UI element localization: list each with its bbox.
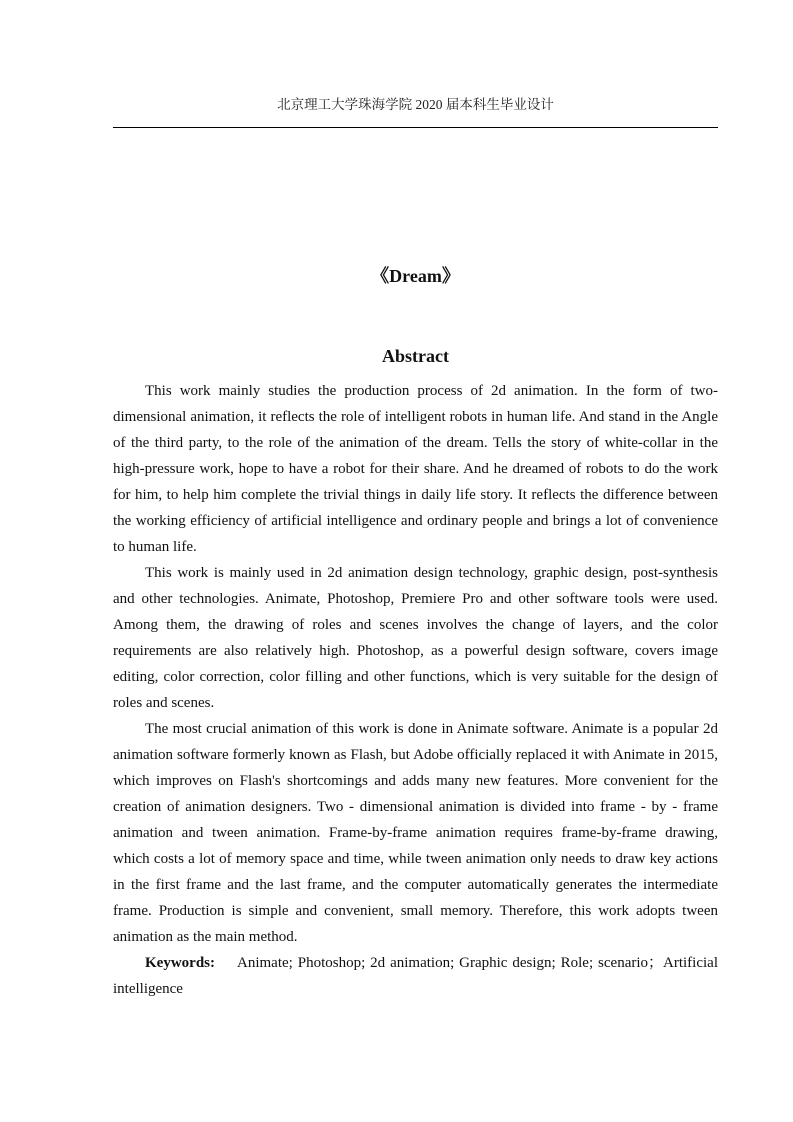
document-title: 《Dream》 bbox=[371, 266, 460, 286]
running-header: 北京理工大学珠海学院 2020 届本科生毕业设计 bbox=[277, 97, 554, 112]
keywords-line bbox=[113, 950, 718, 1002]
abstract-body bbox=[113, 378, 718, 1002]
abstract-paragraph: This work is mainly used in 2d animation design technology, graphic design, post-synthesis and other technologies. Animate, Photoshop, Premiere Pro and other software tools were used. Among them, the drawing of roles and scenes involves the change of layers, and the color requirements are also relatively high. Photoshop, as a powerful design software, covers image editing, color correction, color filling and other functions, which is very suitable for the design of roles and scenes. bbox=[113, 565, 718, 711]
abstract-paragraph: This work mainly studies the production process of 2d animation. In the form of two-dimensional animation, it reflects the role of intelligent robots in human life. And stand in the Angle of the third party, to the role of the animation of the dream. Tells the story of white-collar in the high-pressure work, hope to have a robot for their share. And he dreamed of robots to do the work for him, to help him complete the trivial things in daily life story. It reflects the difference between the working efficiency of artificial intelligence and ordinary people and brings a lot of convenience to human life. bbox=[113, 383, 718, 555]
header-divider bbox=[113, 127, 718, 128]
keywords-label: Keywords: bbox=[145, 955, 215, 971]
abstract-paragraph: The most crucial animation of this work is done in Animate software. Animate is a popular 2d animation software formerly known as Flash, but Adobe officially replaced it with Animate in 2015, which improves on Flash's shortcomings and adds many new features. More convenient for the creation of animation designers. Two - dimensional animation is divided into frame - by - frame animation and tween animation. Frame-by-frame animation requires frame-by-frame drawing, which costs a lot of memory space and time, while tween animation only needs to draw key actions in the first frame and the last frame, and the computer automatically generates the intermediate frame. Production is simple and convenient, small memory. Therefore, this work adopts tween animation as the main method. bbox=[113, 721, 718, 945]
abstract-heading: Abstract bbox=[382, 346, 449, 366]
keywords-list: Animate; Photoshop; 2d animation; Graphic design; Role; scenario；Artificial intelligence bbox=[113, 955, 718, 997]
